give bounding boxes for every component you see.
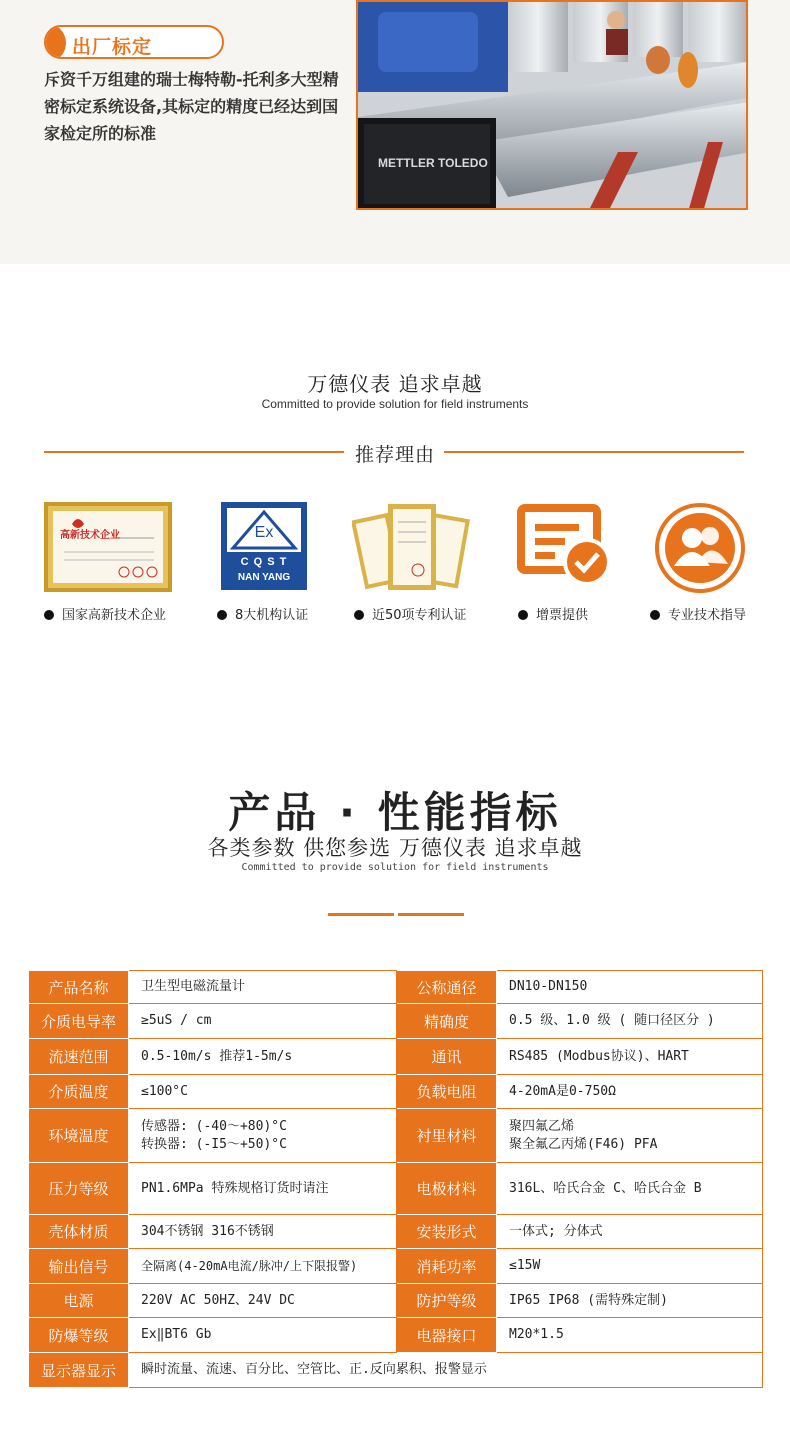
- table-row: [29, 1163, 763, 1215]
- reason-item-patents: 近50项专利认证: [354, 604, 467, 623]
- reason-title: 推荐理由: [354, 444, 435, 466]
- mettler-toledo-brand: METTLER TOLEDO: [378, 156, 488, 170]
- spec-value: ≤15W: [497, 1249, 763, 1284]
- spec-key: 安装形式: [397, 1215, 497, 1249]
- spec-key: 流速范围: [29, 1039, 129, 1075]
- table-row: [29, 1284, 763, 1318]
- badge-dot: [44, 25, 66, 59]
- calibration-badge-label: 出厂标定: [72, 36, 153, 58]
- spec-value-line: 转换器: (-I5～+50)°C: [141, 1136, 287, 1152]
- bullet-icon: [354, 610, 364, 620]
- patent-certificates-icon: [352, 502, 470, 594]
- reason-item-hightech: 国家高新技术企业: [44, 604, 166, 623]
- spec-key: 输出信号: [29, 1249, 129, 1284]
- table-row: [29, 1249, 763, 1284]
- spec-value: 一体式; 分体式: [497, 1215, 763, 1249]
- table-row: [29, 1109, 763, 1163]
- spec-key: 负载电阻: [397, 1075, 497, 1109]
- ex-cqst-logo-icon: [221, 502, 307, 590]
- bullet-icon: [44, 610, 54, 620]
- calibration-photo: [356, 0, 748, 210]
- invoice-check-icon: [517, 502, 613, 588]
- spec-value: 304不锈钢 316不锈钢: [129, 1215, 397, 1249]
- spec-value: DN10-DN150: [497, 971, 763, 1004]
- spec-value: 220V AC 50HZ、24V DC: [129, 1284, 397, 1318]
- spec-key: 环境温度: [29, 1109, 129, 1163]
- certificate-text: 高新技术企业: [60, 530, 120, 541]
- ex-line1: C Q S T: [240, 556, 288, 568]
- ex-symbol: Ex: [254, 524, 274, 541]
- spec-value: 316L、哈氏合金 C、哈氏合金 B: [497, 1163, 763, 1215]
- spec-key: 产品名称: [29, 971, 129, 1004]
- spec-value: IP65 IP68 (需特殊定制): [497, 1284, 763, 1318]
- spec-key: 介质电导率: [29, 1004, 129, 1039]
- calibration-section: [0, 0, 790, 264]
- spec-value: [497, 1109, 763, 1163]
- table-row: [29, 1215, 763, 1249]
- spec-key: 精确度: [397, 1004, 497, 1039]
- spec-value: ≤100°C: [129, 1075, 397, 1109]
- spec-key: 壳体材质: [29, 1215, 129, 1249]
- reason-item-support: 专业技术指导: [650, 604, 746, 623]
- table-row: [29, 1004, 763, 1039]
- table-row: [29, 1075, 763, 1109]
- spec-key: 电器接口: [397, 1318, 497, 1353]
- table-row: [29, 1353, 763, 1388]
- specs-subtitle: 各类参数 供您参选 万德仪表 追求卓越: [207, 836, 583, 860]
- certificate-frame-icon: [44, 502, 172, 592]
- spec-value: ≥5uS / cm: [129, 1004, 397, 1039]
- table-row: [29, 1318, 763, 1353]
- spec-key: 显示器显示: [29, 1353, 129, 1388]
- spec-value: PN1.6MPa 特殊规格订货时请注: [129, 1163, 397, 1215]
- specs-underline-left: [328, 913, 394, 916]
- spec-key: 消耗功率: [397, 1249, 497, 1284]
- spec-value: 全隔离(4-20mA电流/脉冲/上下限报警): [129, 1249, 397, 1284]
- calibration-badge: [44, 25, 224, 59]
- spec-value: 瞬时流量、流速、百分比、空管比、正.反向累积、报警显示: [129, 1353, 763, 1388]
- spec-key: 衬里材料: [397, 1109, 497, 1163]
- spec-key: 通讯: [397, 1039, 497, 1075]
- spec-key: 防爆等级: [29, 1318, 129, 1353]
- ex-line2: NAN YANG: [237, 572, 291, 583]
- calibration-text: 斥资千万组建的瑞士梅特勒-托利多大型精密标定系统设备,其标定的精度已经达到国家检定所的标准: [44, 70, 339, 143]
- spec-value: RS485 (Modbus协议)、HART: [497, 1039, 763, 1075]
- spec-value-line: 聚四氟乙烯: [509, 1118, 575, 1134]
- spec-value: M20*1.5: [497, 1318, 763, 1353]
- brand-title: 万德仪表 追求卓越: [307, 372, 483, 396]
- calibration-facility-image: [358, 2, 748, 210]
- spec-value: 0.5 级、1.0 级 ( 随口径区分 ): [497, 1004, 763, 1039]
- specs-underline-right: [398, 913, 464, 916]
- reason-item-certification: 8大机构认证: [217, 604, 308, 623]
- specs-title: 产品 · 性能指标: [228, 788, 562, 837]
- spec-key: 电极材料: [397, 1163, 497, 1215]
- spec-value: 4-20mA是0-750Ω: [497, 1075, 763, 1109]
- spec-value-line: 聚全氟乙丙烯(F46) PFA: [509, 1136, 658, 1152]
- spec-value: 0.5-10m/s 推荐1-5m/s: [129, 1039, 397, 1075]
- spec-key: 防护等级: [397, 1284, 497, 1318]
- specs-subtitle-en: Committed to provide solution for field instruments: [241, 862, 549, 873]
- spec-table: [28, 970, 763, 1388]
- spec-value: [129, 1109, 397, 1163]
- bullet-icon: [650, 610, 660, 620]
- spec-key: 电源: [29, 1284, 129, 1318]
- table-row: [29, 1039, 763, 1075]
- spec-key: 压力等级: [29, 1163, 129, 1215]
- reason-item-invoice: 增票提供: [518, 604, 588, 623]
- bullet-icon: [217, 610, 227, 620]
- spec-key: 介质温度: [29, 1075, 129, 1109]
- spec-value-line: 传感器: (-40～+80)°C: [141, 1118, 287, 1134]
- spec-key: 公称通径: [397, 971, 497, 1004]
- spec-value: Ex‖BT6 Gb: [129, 1318, 397, 1353]
- brand-subtitle: Committed to provide solution for field instruments: [261, 397, 529, 411]
- table-row: [29, 971, 763, 1004]
- bullet-icon: [518, 610, 528, 620]
- people-support-icon: [654, 502, 746, 594]
- spec-value: 卫生型电磁流量计: [129, 971, 397, 1004]
